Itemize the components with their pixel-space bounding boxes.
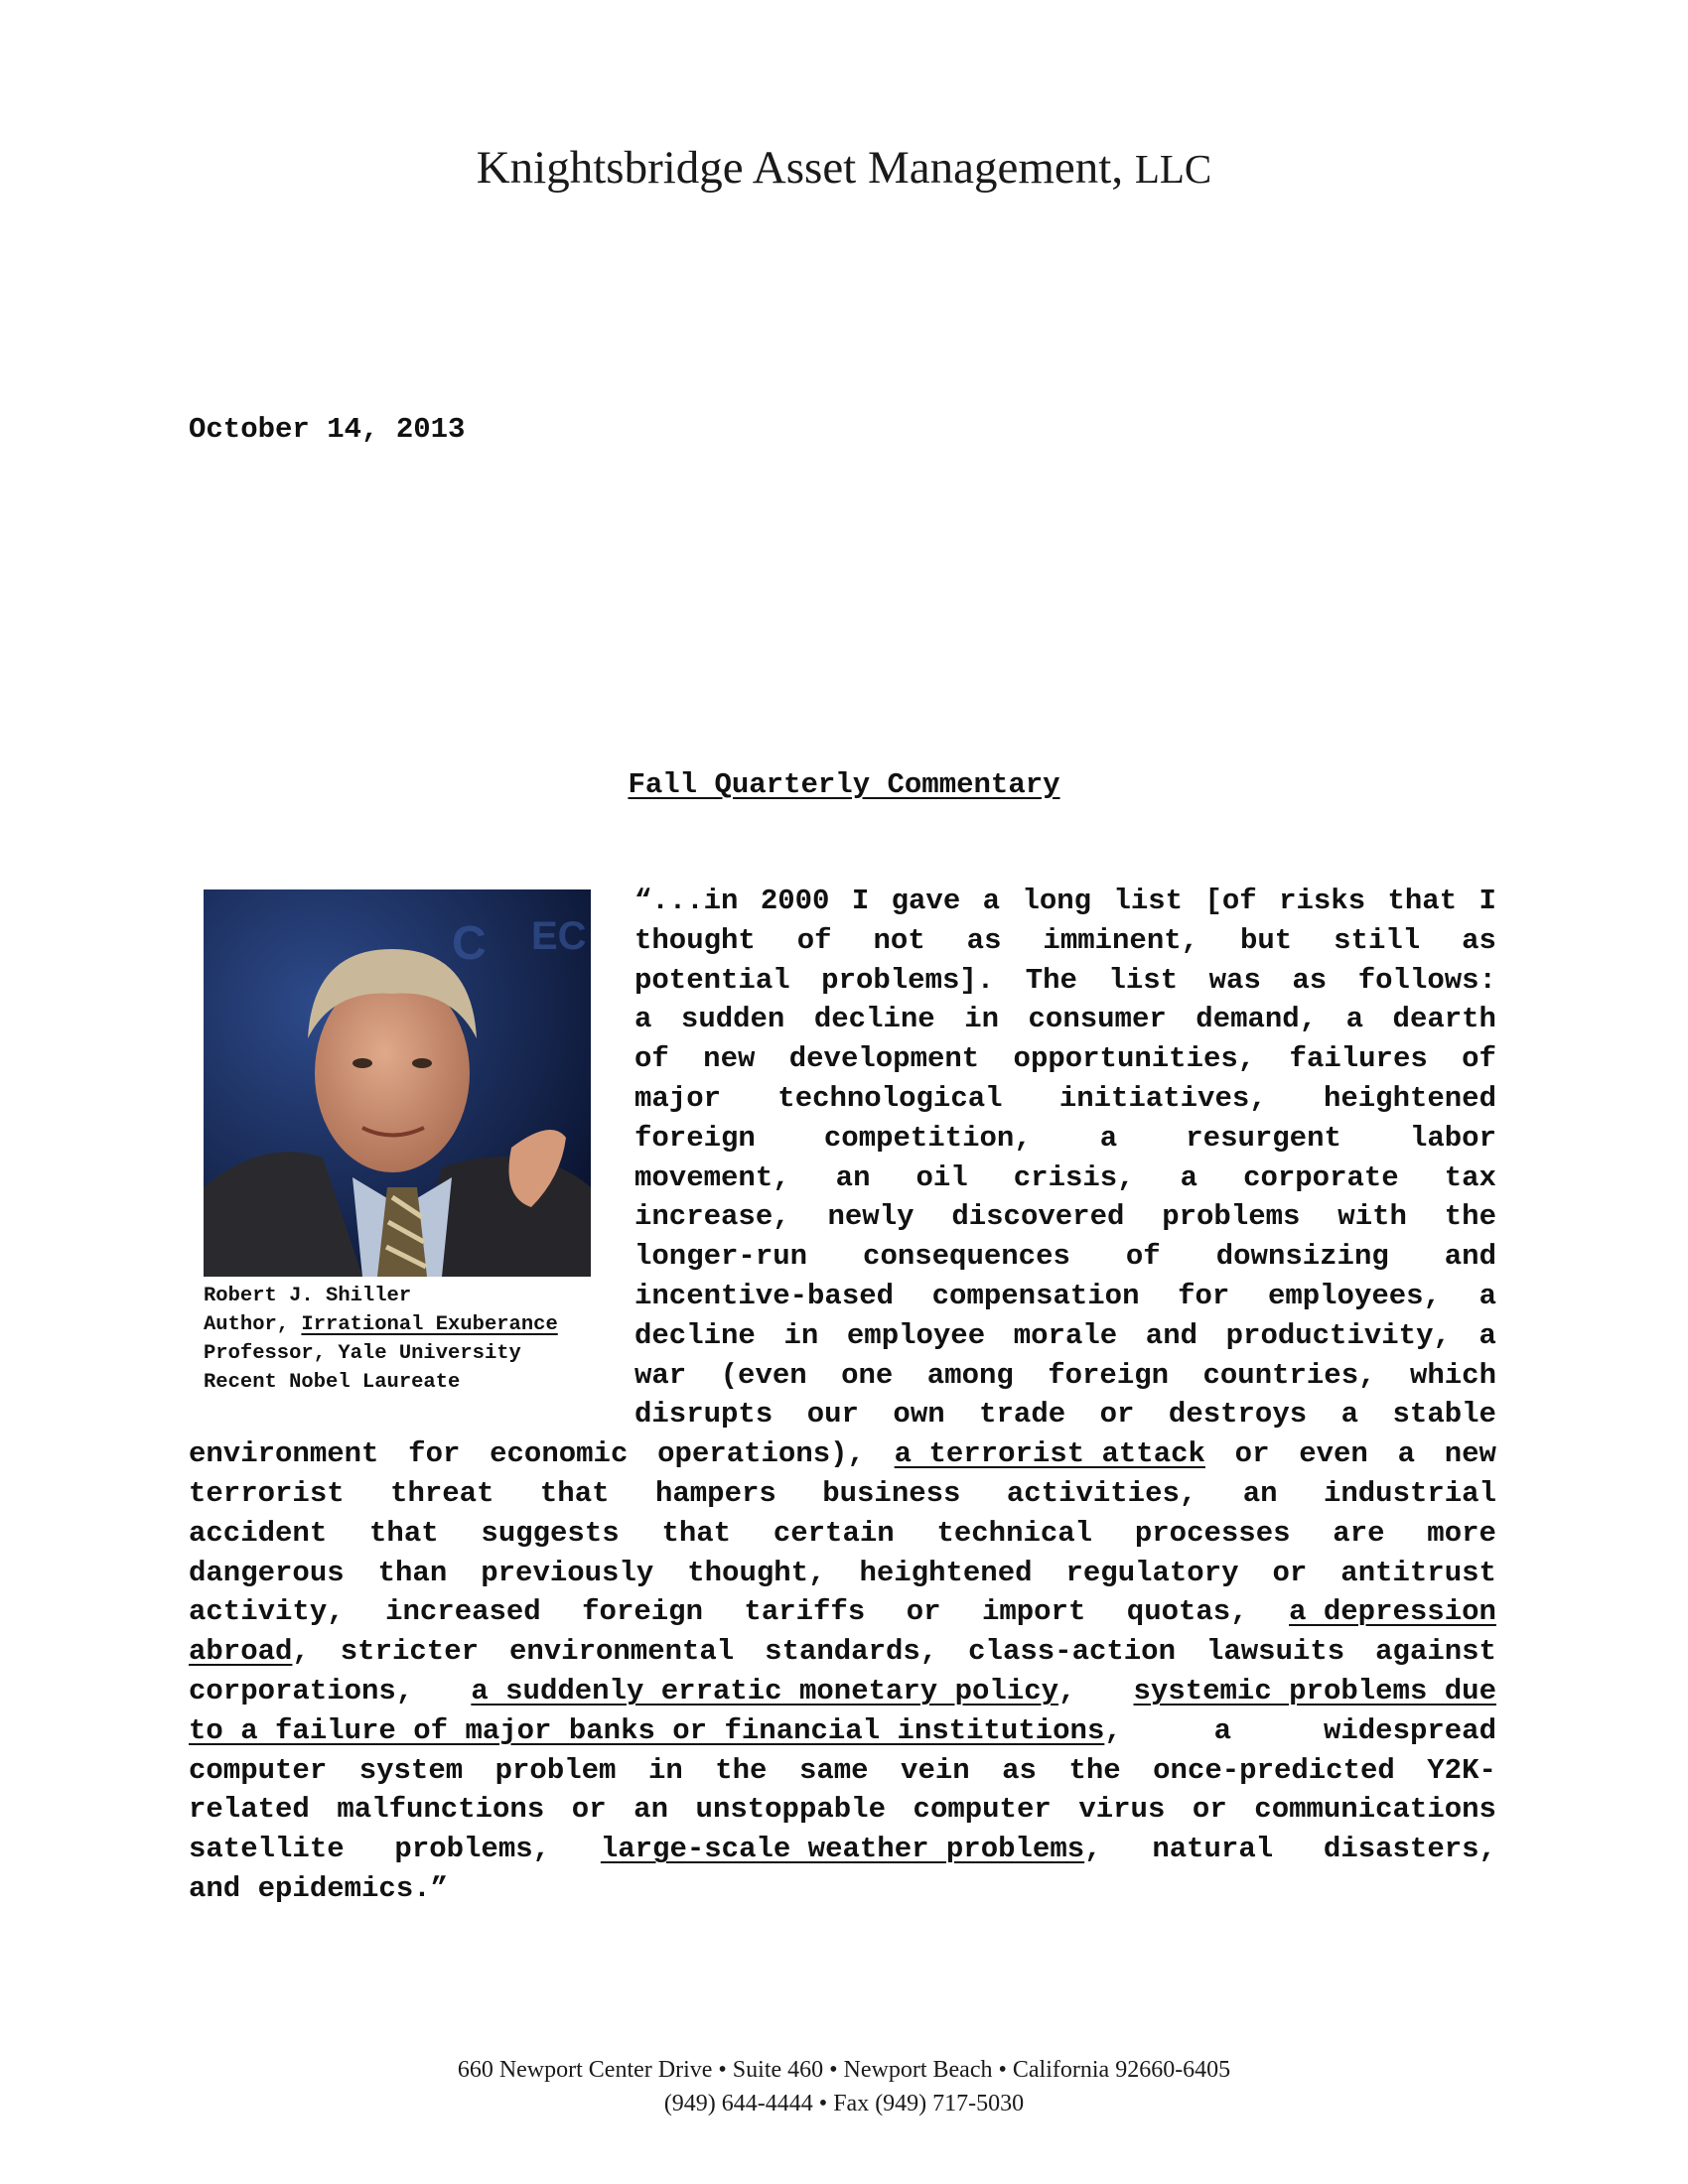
quote-word: processes	[1134, 1516, 1291, 1550]
quote-word: which	[1409, 1358, 1496, 1392]
quote-word: related	[189, 1793, 310, 1827]
quote-word: standards,	[765, 1635, 938, 1669]
quote-word: threat	[390, 1476, 494, 1510]
quote-word: “...in	[634, 885, 739, 917]
quote-word: foreign	[1048, 1358, 1170, 1392]
quote-word: corporate	[1243, 1160, 1399, 1194]
quote-word: to a failure of major banks or financial institutions,	[189, 1713, 1122, 1747]
quote-word: terrorist	[189, 1476, 345, 1510]
quote-word: consumer	[1028, 1003, 1167, 1036]
quote-word: sudden	[680, 1003, 785, 1036]
quote-word: tariffs	[744, 1595, 866, 1629]
commentary-heading	[0, 768, 1688, 801]
letter-date: October 14, 2013	[189, 413, 466, 446]
quote-word: that	[1387, 885, 1458, 917]
commentary-title: Fall Quarterly Commentary	[628, 768, 1060, 801]
quote-word: vein	[901, 1753, 970, 1787]
quote-word: discovered	[951, 1200, 1125, 1234]
quote-word: suggests	[481, 1516, 620, 1550]
quote-line	[634, 961, 1496, 1001]
quote-word: oil	[915, 1160, 968, 1194]
quote-line	[634, 1237, 1496, 1277]
quote-word: problems	[1162, 1200, 1301, 1234]
quote-word: hampers	[654, 1476, 776, 1510]
quote-word: a depression	[1289, 1595, 1496, 1629]
quote-word: or	[906, 1595, 941, 1629]
quote-word: failures	[1289, 1042, 1428, 1076]
quote-line	[634, 1079, 1496, 1119]
quote-word: industrial	[1323, 1476, 1496, 1510]
quote-word: The	[1025, 963, 1077, 997]
quote-word: long	[1022, 885, 1092, 917]
quote-word: crisis,	[1013, 1160, 1135, 1194]
quote-word: as	[1002, 1753, 1037, 1787]
quote-word: heightened	[1323, 1081, 1496, 1115]
quote-line	[634, 1119, 1496, 1159]
quote-word: technological	[777, 1081, 1003, 1115]
quote-word: environmental	[508, 1635, 735, 1669]
quote-word: a	[1397, 1437, 1415, 1471]
quote-word: movement,	[634, 1160, 790, 1194]
quote-word: or	[1192, 1793, 1227, 1827]
quote-word: I	[851, 885, 870, 917]
quote-word: problem	[494, 1753, 617, 1787]
quote-word: an	[633, 1793, 668, 1827]
quote-line	[189, 1632, 1496, 1672]
quote-word: was	[1208, 963, 1261, 997]
quote-word: against	[1375, 1635, 1496, 1669]
quote-word: that	[661, 1516, 732, 1550]
quote-word: a	[1345, 1003, 1364, 1036]
quote-word: or	[1099, 1398, 1135, 1432]
svg-text:C: C	[452, 917, 487, 970]
company-masthead	[0, 141, 1688, 195]
quote-word: of	[796, 923, 832, 957]
quote-word: satellite	[189, 1833, 345, 1866]
quote-word: compensation	[931, 1279, 1140, 1312]
quote-word: corporations,	[189, 1674, 414, 1707]
quote-word: problems].	[821, 963, 995, 997]
quote-word: list	[1113, 885, 1184, 917]
quote-word: business	[822, 1476, 961, 1510]
quote-word: thought	[634, 923, 756, 957]
quote-word: labor	[1409, 1121, 1496, 1155]
quote-word: stable	[1392, 1398, 1496, 1432]
quote-word: unstoppable	[695, 1793, 886, 1827]
footer-address: 660 Newport Center Drive • Suite 460 • Newport Beach • California 92660-6405	[457, 2057, 1231, 2083]
quote-word: in	[964, 1003, 1000, 1036]
quote-word: one	[841, 1358, 894, 1392]
quote-word: decline	[813, 1003, 935, 1036]
quote-word: or	[1234, 1437, 1270, 1471]
quote-word: in	[647, 1753, 683, 1787]
quote-word: increase,	[634, 1200, 790, 1234]
quote-word: I	[1478, 885, 1496, 917]
quote-word: a	[1340, 1398, 1359, 1432]
quote-word: that	[369, 1516, 439, 1550]
quote-word: Y2K-	[1427, 1753, 1496, 1787]
quote-word: [of	[1204, 885, 1257, 917]
quote-word: not	[873, 923, 925, 957]
quote-word: follows:	[1357, 963, 1496, 997]
quote-line	[189, 1592, 1496, 1632]
quote-line	[634, 1356, 1496, 1396]
quote-word: of	[1125, 1240, 1161, 1274]
quote-word: among	[926, 1358, 1014, 1392]
quote-word: same	[798, 1753, 869, 1787]
caption-author-prefix: Author,	[204, 1313, 302, 1336]
quote-word: opportunities,	[1013, 1042, 1256, 1076]
quote-word: our	[806, 1398, 859, 1432]
quote-word: economic	[490, 1437, 629, 1471]
quote-word: more	[1427, 1516, 1496, 1550]
quote-word: regulatory	[1065, 1556, 1239, 1589]
quote-word: systemic problems due	[1133, 1674, 1496, 1707]
quote-word: downsizing	[1215, 1240, 1389, 1274]
caption-position: Professor, Yale University	[204, 1342, 521, 1365]
quote-word: natural	[1152, 1833, 1274, 1866]
quote-word: risks	[1279, 885, 1366, 917]
quote-word: a	[634, 1003, 652, 1036]
quote-word: (even	[720, 1358, 807, 1392]
quote-word: of	[634, 1042, 669, 1076]
quote-word: malfunctions	[337, 1793, 545, 1827]
quote-word: resurgent	[1186, 1121, 1341, 1155]
quote-word: and epidemics.”	[189, 1871, 449, 1905]
quote-word: in	[783, 1318, 819, 1352]
quote-word: employee	[846, 1318, 986, 1352]
quote-word: as	[1292, 963, 1328, 997]
svg-text:EC: EC	[531, 914, 587, 958]
quote-word: trade	[979, 1398, 1066, 1432]
quote-word: newly	[827, 1200, 914, 1234]
quote-line	[189, 1554, 1496, 1593]
quote-word: an	[1242, 1476, 1278, 1510]
quote-word: class-action	[968, 1635, 1176, 1669]
quote-line	[634, 1316, 1496, 1356]
quote-line	[634, 882, 1496, 921]
quote-word: and	[1145, 1318, 1198, 1352]
quote-word: or	[1272, 1556, 1308, 1589]
quote-word: as	[1462, 923, 1496, 957]
quote-word: but	[1240, 923, 1293, 957]
quote-word: operations),	[657, 1437, 865, 1471]
quote-word: quotas,	[1126, 1595, 1248, 1629]
quote-word: new	[1444, 1437, 1496, 1471]
quote-line	[634, 921, 1496, 961]
quote-word: than	[377, 1556, 448, 1589]
quote-word: destroys	[1168, 1398, 1308, 1432]
quote-word: dangerous	[189, 1556, 345, 1589]
quote-word: of	[1462, 1042, 1496, 1076]
quote-word: development	[788, 1042, 980, 1076]
quote-word: list	[1108, 963, 1179, 997]
quote-word: a	[1478, 1279, 1496, 1312]
quote-word: foreign	[582, 1595, 703, 1629]
caption-book-title: Irrational Exuberance	[301, 1313, 558, 1336]
quote-word: foreign	[634, 1121, 756, 1155]
quote-word: longer-run	[634, 1240, 808, 1274]
quote-word: heightened	[859, 1556, 1033, 1589]
quote-word: demand,	[1196, 1003, 1318, 1036]
quote-line	[189, 1751, 1496, 1791]
quote-word: computer	[189, 1753, 328, 1787]
quote-word: consequences	[863, 1240, 1070, 1274]
quote-word: with	[1337, 1200, 1407, 1234]
quote-word: a	[1213, 1713, 1232, 1747]
quote-word: major	[634, 1081, 722, 1115]
quote-word: as	[966, 923, 1002, 957]
quote-line	[189, 1711, 1496, 1751]
quote-line	[189, 1869, 1496, 1909]
quote-word: 2000	[760, 885, 830, 917]
quote-word: a suddenly erratic monetary policy,	[471, 1674, 1076, 1707]
quote-word: stricter	[340, 1635, 480, 1669]
quote-line	[634, 1277, 1496, 1316]
quote-word: communications	[1254, 1793, 1496, 1827]
company-name: Knightsbridge Asset Management,	[476, 142, 1124, 194]
quote-word: a	[1099, 1121, 1118, 1155]
quote-word: the	[1444, 1200, 1496, 1234]
company-suffix: LLC	[1134, 146, 1212, 192]
quote-word: an	[835, 1160, 871, 1194]
caption-name: Robert J. Shiller	[204, 1285, 412, 1307]
quote-line	[189, 1830, 1496, 1869]
quote-word: disasters,	[1323, 1833, 1496, 1866]
quote-word: computer	[913, 1793, 1052, 1827]
quote-word: a	[982, 885, 1001, 917]
quote-word: productivity,	[1225, 1318, 1451, 1352]
quote-word: even	[1299, 1437, 1368, 1471]
quote-line	[189, 1672, 1496, 1711]
quote-line	[634, 1197, 1496, 1237]
quote-word: and	[1444, 1240, 1496, 1274]
quote-word: import	[981, 1595, 1086, 1629]
quote-word: certain	[773, 1516, 895, 1550]
quote-word: competition,	[823, 1121, 1032, 1155]
quote-word: gave	[891, 885, 961, 917]
quote-word: activity,	[189, 1595, 345, 1629]
quote-word: tax	[1444, 1160, 1496, 1194]
quote-word: large-scale weather problems,	[600, 1833, 1102, 1866]
quote-line	[634, 1039, 1496, 1079]
quote-word: lawsuits	[1205, 1635, 1345, 1669]
quote-word: once-predicted	[1153, 1753, 1395, 1787]
quote-word: or	[571, 1793, 607, 1827]
quote-word: new	[703, 1042, 756, 1076]
quote-word: system	[358, 1753, 464, 1787]
quote-word: dearth	[1392, 1003, 1496, 1036]
quote-word: disrupts	[634, 1398, 774, 1432]
quote-word: thought,	[687, 1556, 826, 1589]
quote-word: environment	[189, 1437, 379, 1471]
quote-word: employees,	[1267, 1279, 1441, 1312]
quote-line	[634, 1159, 1496, 1198]
quote-word: the	[1068, 1753, 1121, 1787]
page-footer	[0, 2053, 1688, 2120]
quote-word: initiatives,	[1058, 1081, 1267, 1115]
quote-line	[189, 1790, 1496, 1830]
quote-word: potential	[634, 963, 790, 997]
quote-word: own	[893, 1398, 945, 1432]
quote-word: are	[1333, 1516, 1385, 1550]
quote-word: abroad,	[189, 1635, 310, 1669]
quote-word: problems,	[394, 1833, 551, 1866]
footer-phone: (949) 644-4444 • Fax (949) 717-5030	[663, 2091, 1025, 2116]
quote-word: activities,	[1006, 1476, 1197, 1510]
quote-word: antitrust	[1340, 1556, 1496, 1589]
quote-word: accident	[189, 1516, 328, 1550]
quote-word: for	[1178, 1279, 1230, 1312]
quote-word: a terrorist attack	[894, 1437, 1205, 1471]
quote-word: widespread	[1323, 1713, 1496, 1747]
quote-word: technical	[936, 1516, 1093, 1550]
quote-line	[189, 1474, 1496, 1514]
quote-word: imminent,	[1043, 923, 1199, 957]
quote-line	[634, 1395, 1496, 1434]
quote-word: a	[1478, 1318, 1496, 1352]
quote-word: morale	[1013, 1318, 1118, 1352]
quote-word: a	[1180, 1160, 1198, 1194]
caption-honor: Recent Nobel Laureate	[204, 1371, 461, 1394]
quote-line	[634, 1000, 1496, 1039]
quote-word: the	[715, 1753, 768, 1787]
quote-word: still	[1334, 923, 1421, 957]
quote-word: increased	[385, 1595, 541, 1629]
quote-word: previously	[481, 1556, 654, 1589]
quote-word: that	[539, 1476, 610, 1510]
quote-line	[189, 1514, 1496, 1554]
quote-word: countries,	[1202, 1358, 1376, 1392]
quote-word: for	[408, 1437, 461, 1471]
quote-word: war	[634, 1358, 687, 1392]
quote-line	[189, 1434, 1496, 1474]
shiller-quote	[189, 882, 1496, 1909]
quote-word: virus	[1078, 1793, 1166, 1827]
quote-word: incentive-based	[634, 1279, 895, 1312]
quote-word: decline	[634, 1318, 756, 1352]
